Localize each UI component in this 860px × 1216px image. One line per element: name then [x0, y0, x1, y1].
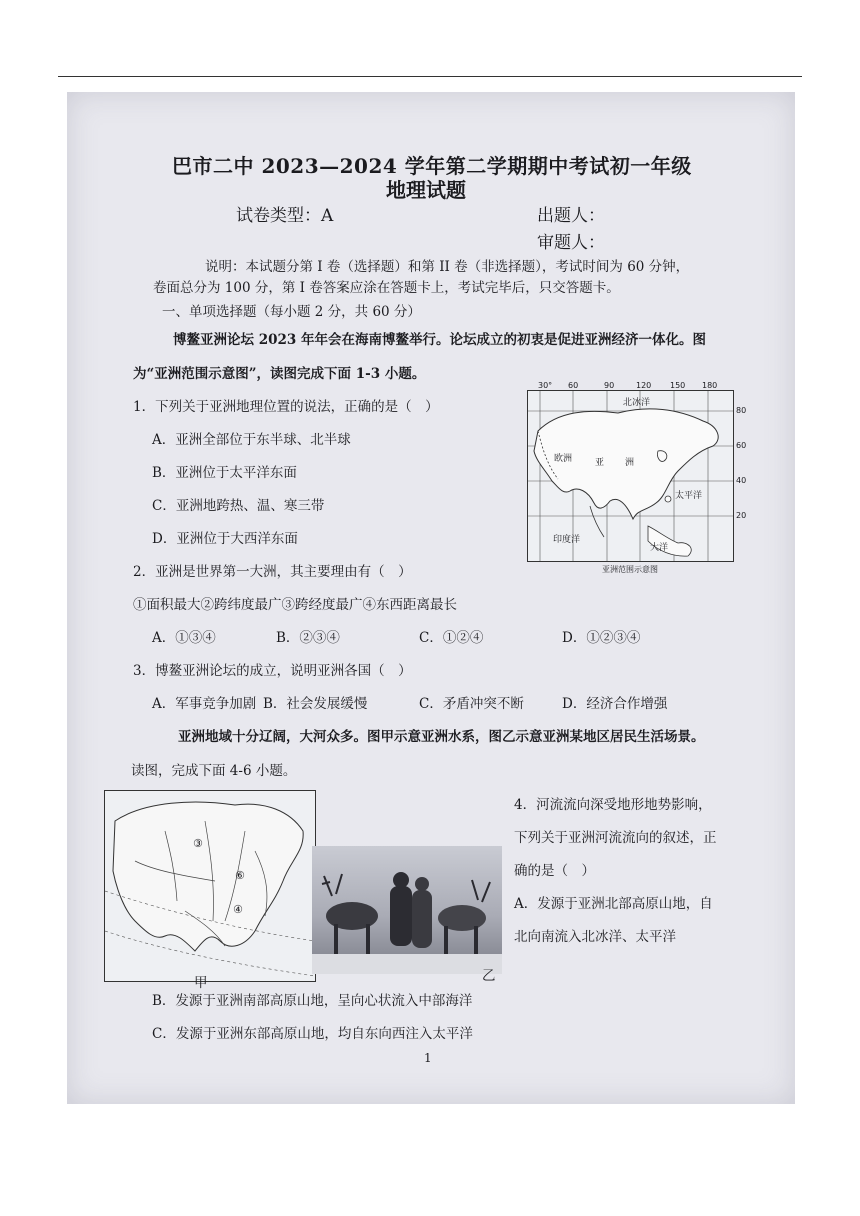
q1-option-a: A．亚洲全部位于东半球、北半球	[152, 432, 351, 448]
passage1-line1: 博鳌亚洲论坛 2023 年年会在海南博鳌举行。论坛成立的初衷是促进亚洲经济一体化。图	[173, 332, 706, 348]
lon-tick-60: 60	[568, 381, 579, 390]
exam-subtitle: 地理试题	[386, 178, 466, 202]
q1-stem: 1．下列关于亚洲地理位置的说法，正确的是（ ）	[133, 399, 439, 415]
q1-option-b: B．亚洲位于太平洋东面	[152, 465, 297, 481]
page-number: 1	[424, 1051, 432, 1065]
q3-option-c: C．矛盾冲突不断	[419, 696, 524, 712]
lon-tick-120: 120	[636, 381, 652, 390]
setter-label: 出题人：	[537, 206, 605, 226]
q1-option-c: C．亚洲地跨热、温、寒三带	[152, 498, 325, 514]
label-asia-1: 亚	[595, 458, 605, 468]
q2-option-b: B．②③④	[276, 630, 340, 646]
figure-jia-label: 甲	[194, 975, 208, 991]
q2-option-a: A．①③④	[152, 630, 216, 646]
exam-title: 巴市二中 2023—2024 学年第二学期期中考试初一年级	[172, 154, 692, 178]
paper-type: 试卷类型：A	[236, 206, 334, 226]
q2-option-d: D．①②③④	[562, 630, 641, 646]
header-rule	[58, 76, 802, 77]
q3-option-d: D．经济合作增强	[562, 696, 668, 712]
q3-option-a: A．军事竞争加剧	[152, 696, 257, 712]
asia-range-map	[527, 390, 734, 562]
label-oceania: 大洋	[650, 543, 669, 553]
asia-water-system-map	[104, 790, 316, 982]
label-pacific: 太平洋	[675, 491, 703, 501]
lon-tick-180: 180	[702, 381, 718, 390]
lon-tick-150: 150	[670, 381, 686, 390]
passage1-line2: 为“亚洲范围示意图”，读图完成下面 1-3 小题。	[133, 366, 426, 382]
marker-3: ③	[193, 837, 203, 850]
lon-tick-30: 30°	[538, 381, 553, 390]
q4-option-a-line2: 北向南流入北冰洋、太平洋	[514, 929, 676, 945]
q2-option-c: C．①②④	[419, 630, 484, 646]
passage2-line2: 读图，完成下面 4-6 小题。	[131, 763, 297, 779]
residents-life-photo	[312, 846, 502, 974]
q3-stem: 3．博鳌亚洲论坛的成立，说明亚洲各国（ ）	[133, 663, 412, 679]
q4-option-b: B．发源于亚洲南部高原山地，呈向心状流入中部海洋	[152, 993, 473, 1009]
q4-option-c: C．发源于亚洲东部高原山地，均自东向西注入太平洋	[152, 1026, 473, 1042]
reviewer-label: 审题人：	[537, 233, 605, 253]
lat-tick-40: 40	[736, 476, 747, 485]
instructions-line1: 说明：本试题分第 I 卷（选择题）和第 II 卷（非选择题），考试时间为 60 分钟，	[205, 259, 690, 275]
label-europe: 欧洲	[554, 454, 573, 464]
lat-tick-80: 80	[736, 406, 747, 415]
marker-6: ⑥	[235, 869, 245, 882]
figure-yi-label: 乙	[482, 968, 496, 984]
marker-4: ④	[233, 903, 243, 916]
water-system-map-graphic	[105, 791, 315, 981]
instructions-line2: 卷面总分为 100 分，第 I 卷答案应涂在答题卡上，考试完毕后，只交答题卡。	[153, 280, 620, 296]
q4-stem-line3: 确的是（ ）	[514, 863, 595, 879]
reindeer-scene-graphic	[312, 846, 502, 974]
q3-option-b: B．社会发展缓慢	[263, 696, 368, 712]
lat-tick-20: 20	[736, 511, 747, 520]
q2-stem: 2．亚洲是世界第一大洲，其主要理由有（ ）	[133, 564, 412, 580]
section-heading: 一、单项选择题（每小题 2 分，共 60 分）	[162, 304, 421, 320]
label-asia-2: 洲	[625, 458, 635, 468]
q4-option-a-line1: A．发源于亚洲北部高原山地，自	[514, 896, 713, 912]
passage2-line1: 亚洲地域十分辽阔，大河众多。图甲示意亚洲水系，图乙示意亚洲某地区居民生活场景。	[178, 729, 705, 745]
label-arctic-ocean: 北冰洋	[623, 398, 651, 408]
q4-stem-line2: 下列关于亚洲河流流向的叙述，正	[514, 830, 717, 846]
q4-stem-line1: 4．河流流向深受地形地势影响，	[514, 797, 712, 813]
label-indian-ocean: 印度洋	[553, 535, 581, 545]
q1-option-d: D．亚洲位于大西洋东面	[152, 531, 298, 547]
q2-options-line: ①面积最大②跨纬度最广③跨经度最广④东西距离最长	[133, 597, 457, 613]
lat-tick-60: 60	[736, 441, 747, 450]
map1-caption: 亚洲范围示意图	[602, 565, 658, 574]
lon-tick-90: 90	[604, 381, 615, 390]
